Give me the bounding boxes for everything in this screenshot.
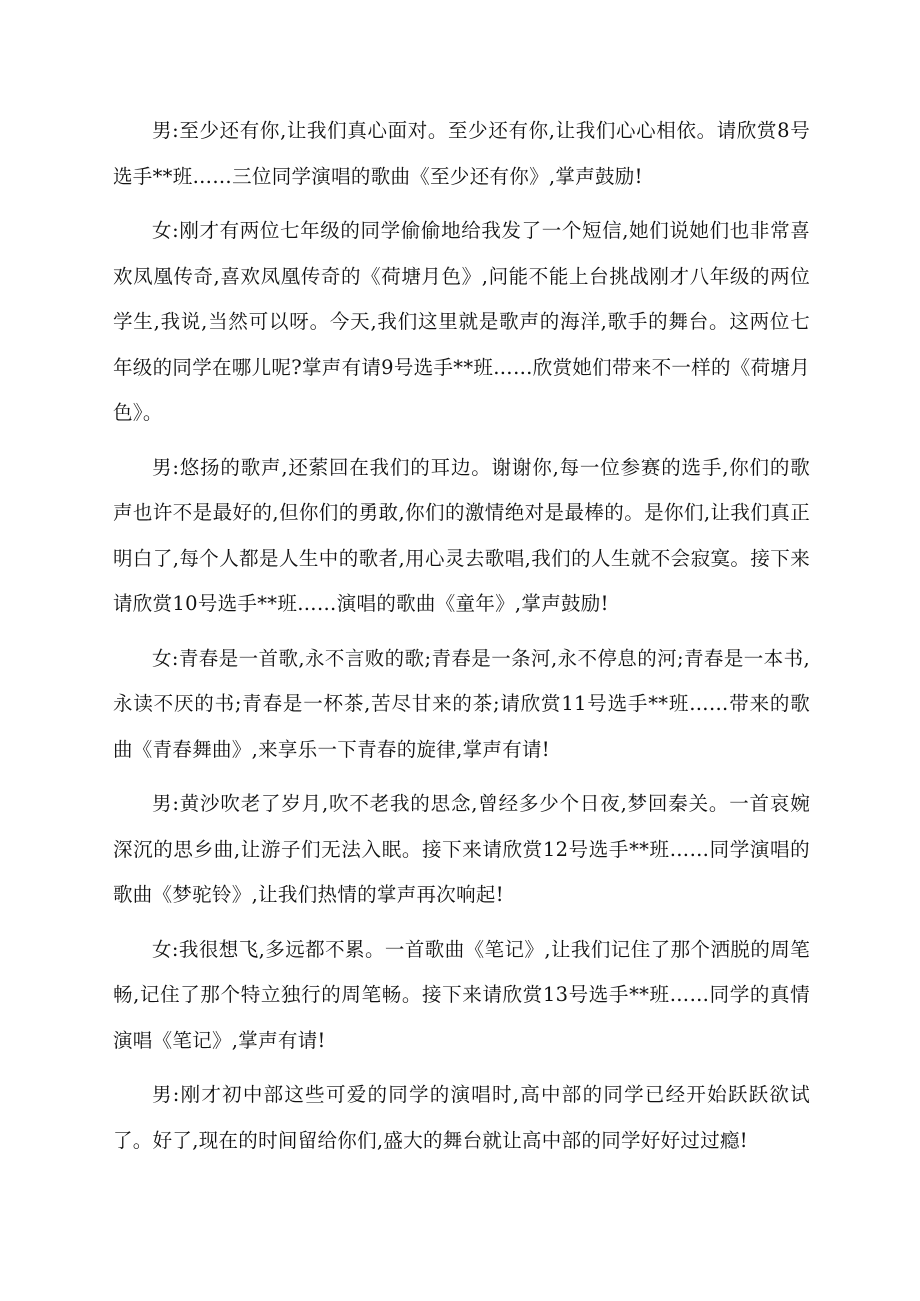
paragraph-2: 女:刚才有两位七年级的同学偷偷地给我发了一个短信,她们说她们也非常喜欢凤凰传奇,喜欢凤凰传奇的《荷塘月色》,问能不能上台挑战刚才八年级的两位学生,我说,当然可以呀。今天,我们这里就是歌声的海洋,歌手的舞台。这两位七年级的同学在哪儿呢?掌声有请9号选手**班……欣赏她们带来不一样的《荷塘月色》。: [113, 219, 810, 424]
paragraph-3: 男:悠扬的歌声,还萦回在我们的耳边。谢谢你,每一位参赛的选手,你们的歌声也许不是最好的,但你们的勇敢,你们的激情绝对是最棒的。是你们,让我们真正明白了,每个人都是人生中的歌者,用心灵去歌唱,我们的人生就不会寂寞。接下来请欣赏10号选手**班……演唱的歌曲《童年》,掌声鼓励!: [113, 455, 810, 615]
paragraph-4: 女:青春是一首歌,永不言败的歌;青春是一条河,永不停息的河;青春是一本书,永读不厌的书;青春是一杯茶,苦尽甘来的茶;请欣赏11号选手**班……带来的歌曲《青春舞曲》,来享乐一下青春的旋律,掌声有请!: [113, 646, 810, 761]
paragraph-5: 男:黄沙吹老了岁月,吹不老我的思念,曾经多少个日夜,梦回秦关。一首哀婉深沉的思乡曲,让游子们无法入眠。接下来请欣赏12号选手**班……同学演唱的歌曲《梦驼铃》,让我们热情的掌声再次响起!: [113, 792, 810, 906]
paragraph-1: 男:至少还有你,让我们真心面对。至少还有你,让我们心心相依。请欣赏8号选手**班……三位同学演唱的歌曲《至少还有你》,掌声鼓励!: [113, 119, 810, 188]
document-body: [113, 108, 810, 1172]
paragraph-7: 男:刚才初中部这些可爱的同学的演唱时,高中部的同学已经开始跃跃欲试了。好了,现在的时间留给你们,盛大的舞台就让高中部的同学好好过过瘾!: [113, 1083, 810, 1152]
paragraph-6: 女:我很想飞,多远都不累。一首歌曲《笔记》,让我们记住了那个洒脱的周笔畅,记住了那个特立独行的周笔畅。接下来请欣赏13号选手**班……同学的真情演唱《笔记》,掌声有请!: [113, 937, 810, 1052]
